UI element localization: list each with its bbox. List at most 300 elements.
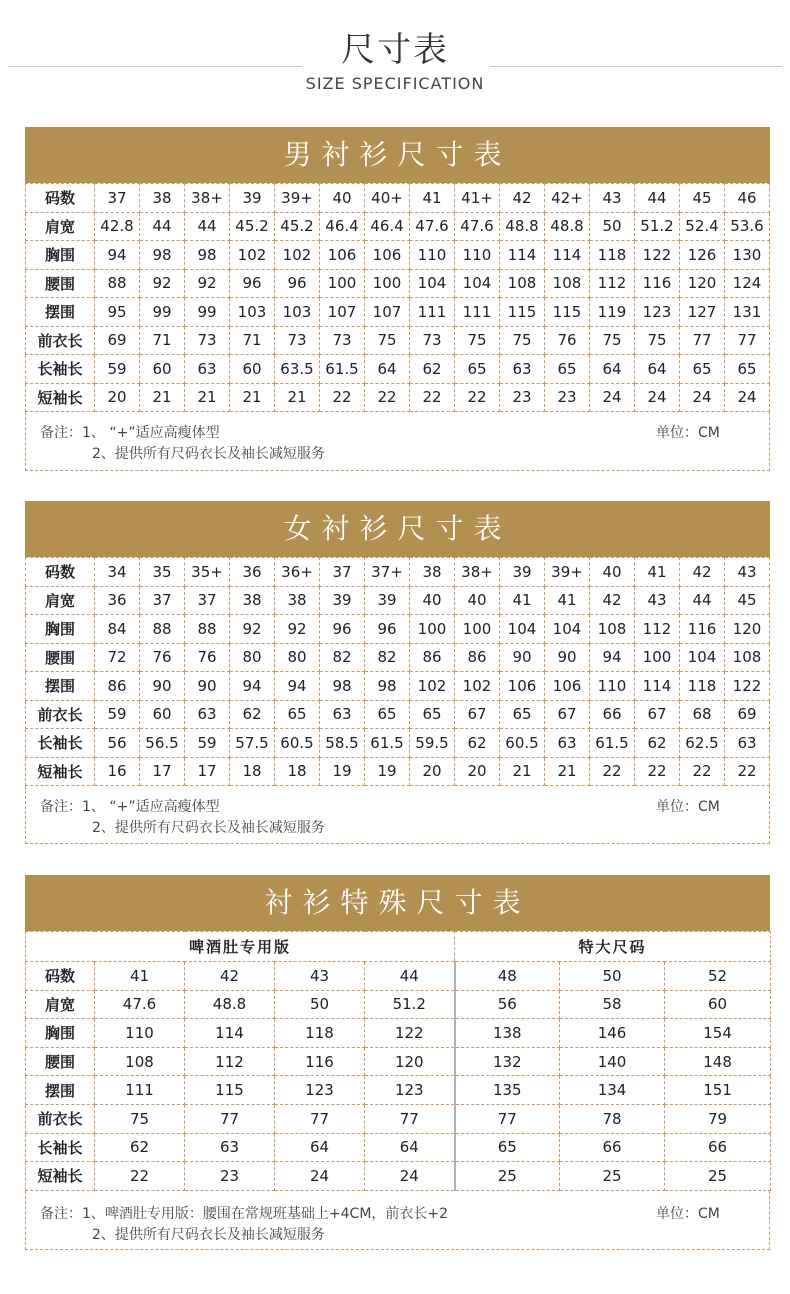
row-label: 肩宽 — [26, 586, 95, 615]
table-cell: 107 — [320, 298, 365, 327]
table-cell: 104 — [680, 643, 725, 672]
row-label: 胸围 — [26, 241, 95, 270]
table-cell: 62 — [95, 1133, 185, 1162]
table-cell: 103 — [275, 298, 320, 327]
table-cell: 60 — [230, 355, 275, 384]
men-unit: 单位：CM — [656, 425, 720, 441]
table-cell: 20 — [95, 383, 140, 412]
table-cell: 116 — [275, 1047, 365, 1076]
table-cell: 75 — [95, 1104, 185, 1133]
table-cell: 20 — [455, 757, 500, 786]
women-note-1: 备注：1、 “+”适应高瘦体型 — [40, 799, 220, 815]
table-cell: 96 — [275, 269, 320, 298]
table-cell: 65 — [275, 700, 320, 729]
table-cell: 78 — [560, 1104, 665, 1133]
table-cell: 146 — [560, 1019, 665, 1048]
table-cell: 24 — [365, 1162, 455, 1191]
table-cell: 102 — [230, 241, 275, 270]
table-cell: 48.8 — [545, 212, 590, 241]
row-label: 肩宽 — [26, 212, 95, 241]
table-cell: 40 — [590, 558, 635, 587]
table-cell: 37 — [140, 586, 185, 615]
row-label: 短袖长 — [26, 383, 95, 412]
table-cell: 40 — [410, 586, 455, 615]
men-table-title: 男衬衫尺寸表 — [25, 127, 770, 183]
table-cell: 41 — [95, 962, 185, 991]
table-cell: 64 — [275, 1133, 365, 1162]
table-cell: 77 — [365, 1104, 455, 1133]
row-label: 腰围 — [26, 643, 95, 672]
table-cell: 120 — [365, 1047, 455, 1076]
table-cell: 51.2 — [365, 990, 455, 1019]
table-cell: 38 — [410, 558, 455, 587]
table-cell: 21 — [185, 383, 230, 412]
table-cell: 39 — [320, 586, 365, 615]
row-label: 码数 — [26, 184, 95, 213]
table-cell: 39 — [500, 558, 545, 587]
table-cell: 39 — [230, 184, 275, 213]
table-cell: 86 — [455, 643, 500, 672]
table-cell: 102 — [455, 672, 500, 701]
table-cell: 63.5 — [275, 355, 320, 384]
table-cell: 66 — [560, 1133, 665, 1162]
table-cell: 102 — [410, 672, 455, 701]
table-cell: 75 — [635, 326, 680, 355]
row-label: 长袖长 — [26, 1133, 95, 1162]
table-cell: 119 — [590, 298, 635, 327]
table-cell: 122 — [365, 1019, 455, 1048]
table-cell: 59 — [185, 729, 230, 758]
table-cell: 110 — [590, 672, 635, 701]
table-cell: 42 — [500, 184, 545, 213]
table-cell: 22 — [635, 757, 680, 786]
table-cell: 23 — [500, 383, 545, 412]
table-cell: 56 — [95, 729, 140, 758]
row-label: 摆围 — [26, 1076, 95, 1105]
table-cell: 82 — [365, 643, 410, 672]
table-cell: 21 — [140, 383, 185, 412]
table-cell: 63 — [725, 729, 770, 758]
table-cell: 18 — [275, 757, 320, 786]
table-cell: 88 — [185, 615, 230, 644]
table-cell: 95 — [95, 298, 140, 327]
table-cell: 64 — [365, 1133, 455, 1162]
row-label: 前衣长 — [26, 326, 95, 355]
table-cell: 72 — [95, 643, 140, 672]
table-cell: 154 — [665, 1019, 771, 1048]
table-cell: 37 — [95, 184, 140, 213]
table-cell: 111 — [455, 298, 500, 327]
women-table-title: 女衬衫尺寸表 — [25, 501, 770, 557]
table-cell: 77 — [455, 1104, 560, 1133]
table-cell: 68 — [680, 700, 725, 729]
table-cell: 73 — [275, 326, 320, 355]
table-cell: 73 — [320, 326, 365, 355]
table-cell: 44 — [365, 962, 455, 991]
table-cell: 75 — [365, 326, 410, 355]
table-cell: 23 — [185, 1162, 275, 1191]
table-cell: 19 — [320, 757, 365, 786]
table-cell: 37 — [320, 558, 365, 587]
table-cell: 44 — [635, 184, 680, 213]
special-notes — [25, 1191, 770, 1250]
table-cell: 106 — [365, 241, 410, 270]
table-row — [26, 1133, 771, 1162]
table-cell: 94 — [95, 241, 140, 270]
women-note-2: 2、提供所有尺码衣长及袖长减短服务 — [92, 820, 325, 836]
table-cell: 64 — [590, 355, 635, 384]
table-cell: 19 — [365, 757, 410, 786]
table-cell: 48 — [455, 962, 560, 991]
divider-right — [490, 66, 782, 67]
men-size-table — [25, 183, 770, 412]
table-cell: 102 — [275, 241, 320, 270]
table-cell: 130 — [725, 241, 770, 270]
table-cell: 41 — [635, 558, 680, 587]
table-row — [26, 355, 770, 384]
row-label: 短袖长 — [26, 1162, 95, 1191]
table-cell: 64 — [365, 355, 410, 384]
row-label: 长袖长 — [26, 729, 95, 758]
table-cell: 61.5 — [365, 729, 410, 758]
men-note-2: 2、提供所有尺码衣长及袖长减短服务 — [92, 446, 325, 462]
table-cell: 92 — [230, 615, 275, 644]
table-row — [26, 757, 770, 786]
table-cell: 120 — [680, 269, 725, 298]
table-cell: 65 — [455, 355, 500, 384]
table-cell: 62 — [230, 700, 275, 729]
table-cell: 106 — [500, 672, 545, 701]
table-cell: 103 — [230, 298, 275, 327]
table-cell: 24 — [725, 383, 770, 412]
table-cell: 138 — [455, 1019, 560, 1048]
men-size-section — [25, 127, 770, 471]
table-cell: 94 — [590, 643, 635, 672]
table-cell: 58 — [560, 990, 665, 1019]
table-cell: 43 — [590, 184, 635, 213]
table-cell: 42 — [590, 586, 635, 615]
table-cell: 108 — [590, 615, 635, 644]
table-cell: 92 — [275, 615, 320, 644]
table-cell: 25 — [560, 1162, 665, 1191]
table-cell: 73 — [410, 326, 455, 355]
table-cell: 111 — [410, 298, 455, 327]
table-cell: 107 — [365, 298, 410, 327]
table-cell: 75 — [500, 326, 545, 355]
table-cell: 42.8 — [95, 212, 140, 241]
table-cell: 22 — [320, 383, 365, 412]
table-cell: 96 — [230, 269, 275, 298]
table-cell: 75 — [590, 326, 635, 355]
table-cell: 65 — [500, 700, 545, 729]
table-cell: 98 — [140, 241, 185, 270]
table-cell: 63 — [185, 355, 230, 384]
table-row — [26, 298, 770, 327]
table-cell: 41+ — [455, 184, 500, 213]
row-label: 码数 — [26, 558, 95, 587]
special-note-2: 2、提供所有尺码衣长及袖长减短服务 — [92, 1226, 325, 1243]
table-cell: 46.4 — [365, 212, 410, 241]
page-title: 尺寸表 — [341, 30, 449, 70]
table-cell: 62 — [410, 355, 455, 384]
table-cell: 94 — [230, 672, 275, 701]
table-cell: 39+ — [275, 184, 320, 213]
table-row — [26, 962, 771, 991]
table-cell: 122 — [635, 241, 680, 270]
table-cell: 65 — [365, 700, 410, 729]
divider-left — [8, 66, 302, 67]
table-cell: 67 — [545, 700, 590, 729]
table-cell: 126 — [680, 241, 725, 270]
table-cell: 110 — [455, 241, 500, 270]
row-label: 前衣长 — [26, 700, 95, 729]
table-cell: 16 — [95, 757, 140, 786]
table-cell: 104 — [455, 269, 500, 298]
table-cell: 112 — [590, 269, 635, 298]
table-cell: 23 — [545, 383, 590, 412]
table-cell: 84 — [95, 615, 140, 644]
special-note-1: 备注：1、啤酒肚专用版：腰围在常规班基础上+4CM，前衣长+2 — [40, 1205, 449, 1222]
page-header — [0, 0, 790, 110]
table-cell: 118 — [680, 672, 725, 701]
table-cell: 56.5 — [140, 729, 185, 758]
men-note-1: 备注：1、 “+”适应高瘦体型 — [40, 425, 220, 441]
table-cell: 53.6 — [725, 212, 770, 241]
table-row — [26, 1104, 771, 1133]
table-cell: 71 — [140, 326, 185, 355]
table-cell: 111 — [95, 1076, 185, 1105]
table-cell: 88 — [95, 269, 140, 298]
table-cell: 60 — [665, 990, 771, 1019]
table-cell: 47.6 — [410, 212, 455, 241]
page-subtitle: SIZE SPECIFICATION — [305, 74, 485, 93]
table-cell: 39+ — [545, 558, 590, 587]
table-cell: 17 — [185, 757, 230, 786]
table-cell: 98 — [320, 672, 365, 701]
table-cell: 66 — [590, 700, 635, 729]
table-cell: 38+ — [185, 184, 230, 213]
table-cell: 24 — [275, 1162, 365, 1191]
table-row — [26, 241, 770, 270]
table-cell: 47.6 — [455, 212, 500, 241]
women-unit: 单位：CM — [656, 799, 720, 815]
table-cell: 76 — [185, 643, 230, 672]
table-cell: 37+ — [365, 558, 410, 587]
table-cell: 21 — [275, 383, 320, 412]
table-cell: 116 — [680, 615, 725, 644]
table-cell: 100 — [365, 269, 410, 298]
table-cell: 22 — [455, 383, 500, 412]
table-cell: 40 — [455, 586, 500, 615]
table-row — [26, 586, 770, 615]
table-cell: 110 — [95, 1019, 185, 1048]
table-cell: 45 — [725, 586, 770, 615]
table-row — [26, 643, 770, 672]
table-cell: 104 — [545, 615, 590, 644]
table-row — [26, 990, 771, 1019]
table-cell: 42 — [680, 558, 725, 587]
table-cell: 45.2 — [275, 212, 320, 241]
row-label: 胸围 — [26, 615, 95, 644]
table-cell: 80 — [230, 643, 275, 672]
table-cell: 40 — [320, 184, 365, 213]
table-cell: 108 — [725, 643, 770, 672]
table-cell: 61.5 — [590, 729, 635, 758]
row-label: 胸围 — [26, 1019, 95, 1048]
table-cell: 67 — [635, 700, 680, 729]
table-row — [26, 1047, 771, 1076]
group-header-row — [26, 932, 771, 962]
table-cell: 65 — [455, 1133, 560, 1162]
table-cell: 62.5 — [680, 729, 725, 758]
table-cell: 76 — [545, 326, 590, 355]
table-cell: 90 — [500, 643, 545, 672]
table-cell: 116 — [635, 269, 680, 298]
table-cell: 100 — [410, 615, 455, 644]
table-cell: 47.6 — [95, 990, 185, 1019]
table-cell: 99 — [185, 298, 230, 327]
table-cell: 62 — [455, 729, 500, 758]
table-cell: 60.5 — [500, 729, 545, 758]
table-cell: 118 — [590, 241, 635, 270]
table-cell: 114 — [500, 241, 545, 270]
table-cell: 92 — [185, 269, 230, 298]
table-cell: 92 — [140, 269, 185, 298]
table-cell: 148 — [665, 1047, 771, 1076]
table-cell: 36 — [95, 586, 140, 615]
table-cell: 22 — [725, 757, 770, 786]
table-cell: 67 — [455, 700, 500, 729]
table-cell: 50 — [590, 212, 635, 241]
special-size-section — [25, 875, 770, 1250]
table-cell: 115 — [185, 1076, 275, 1105]
table-cell: 45 — [680, 184, 725, 213]
table-cell: 90 — [185, 672, 230, 701]
table-cell: 110 — [410, 241, 455, 270]
table-row — [26, 184, 770, 213]
special-unit: 单位：CM — [656, 1205, 720, 1222]
table-cell: 82 — [320, 643, 365, 672]
table-cell: 38 — [230, 586, 275, 615]
table-cell: 106 — [320, 241, 365, 270]
table-cell: 63 — [185, 700, 230, 729]
table-cell: 58.5 — [320, 729, 365, 758]
table-cell: 44 — [185, 212, 230, 241]
table-cell: 123 — [275, 1076, 365, 1105]
table-cell: 36+ — [275, 558, 320, 587]
table-cell: 98 — [365, 672, 410, 701]
table-cell: 56 — [455, 990, 560, 1019]
table-cell: 75 — [455, 326, 500, 355]
table-cell: 66 — [665, 1133, 771, 1162]
table-cell: 37 — [185, 586, 230, 615]
table-row — [26, 700, 770, 729]
table-cell: 41 — [500, 586, 545, 615]
table-row — [26, 326, 770, 355]
table-cell: 112 — [185, 1047, 275, 1076]
table-cell: 44 — [140, 212, 185, 241]
table-cell: 79 — [665, 1104, 771, 1133]
table-cell: 35 — [140, 558, 185, 587]
table-cell: 42 — [185, 962, 275, 991]
table-row — [26, 269, 770, 298]
table-cell: 45.2 — [230, 212, 275, 241]
table-cell: 21 — [230, 383, 275, 412]
table-cell: 43 — [635, 586, 680, 615]
table-cell: 118 — [275, 1019, 365, 1048]
table-cell: 77 — [275, 1104, 365, 1133]
table-cell: 59 — [95, 700, 140, 729]
table-cell: 24 — [590, 383, 635, 412]
table-cell: 114 — [545, 241, 590, 270]
table-cell: 63 — [320, 700, 365, 729]
table-cell: 108 — [95, 1047, 185, 1076]
table-cell: 57.5 — [230, 729, 275, 758]
table-cell: 77 — [185, 1104, 275, 1133]
women-size-table — [25, 557, 770, 786]
table-cell: 71 — [230, 326, 275, 355]
table-cell: 131 — [725, 298, 770, 327]
table-cell: 52.4 — [680, 212, 725, 241]
row-label: 摆围 — [26, 672, 95, 701]
table-cell: 124 — [725, 269, 770, 298]
table-cell: 98 — [185, 241, 230, 270]
table-cell: 151 — [665, 1076, 771, 1105]
table-row — [26, 672, 770, 701]
men-notes — [25, 412, 770, 471]
table-cell: 46.4 — [320, 212, 365, 241]
table-cell: 134 — [560, 1076, 665, 1105]
table-cell: 90 — [140, 672, 185, 701]
table-cell: 22 — [95, 1162, 185, 1191]
table-row — [26, 1019, 771, 1048]
table-cell: 140 — [560, 1047, 665, 1076]
table-cell: 25 — [665, 1162, 771, 1191]
table-cell: 60 — [140, 355, 185, 384]
table-cell: 43 — [725, 558, 770, 587]
table-cell: 77 — [680, 326, 725, 355]
table-cell: 22 — [680, 757, 725, 786]
row-label: 摆围 — [26, 298, 95, 327]
table-cell: 123 — [365, 1076, 455, 1105]
table-cell: 51.2 — [635, 212, 680, 241]
table-cell: 59 — [95, 355, 140, 384]
table-row — [26, 615, 770, 644]
table-cell: 135 — [455, 1076, 560, 1105]
table-cell: 122 — [725, 672, 770, 701]
table-cell: 48.8 — [500, 212, 545, 241]
row-label: 前衣长 — [26, 1104, 95, 1133]
table-cell: 18 — [230, 757, 275, 786]
table-cell: 42+ — [545, 184, 590, 213]
table-cell: 69 — [95, 326, 140, 355]
table-cell: 115 — [500, 298, 545, 327]
table-cell: 38 — [140, 184, 185, 213]
table-cell: 108 — [500, 269, 545, 298]
table-cell: 100 — [320, 269, 365, 298]
table-cell: 96 — [320, 615, 365, 644]
table-cell: 24 — [635, 383, 680, 412]
table-cell: 104 — [410, 269, 455, 298]
table-cell: 64 — [635, 355, 680, 384]
table-cell: 43 — [275, 962, 365, 991]
table-cell: 63 — [500, 355, 545, 384]
table-cell: 104 — [500, 615, 545, 644]
table-cell: 76 — [140, 643, 185, 672]
table-cell: 86 — [95, 672, 140, 701]
row-label: 码数 — [26, 962, 95, 991]
women-notes — [25, 786, 770, 844]
